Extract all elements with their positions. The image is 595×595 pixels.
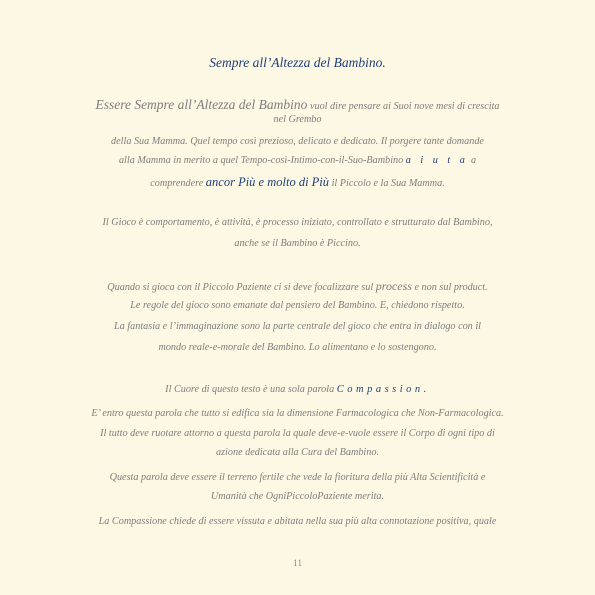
p4-compassion-word: Compassion. [336,384,430,395]
p1-line-5-start: comprendere [150,178,206,189]
p2-line-1: Il Gioco è comportamento, è attività, è processo iniziato, controllato e strutturato dal Bambino, [102,217,493,228]
p1-line-4-start: alla Mamma in merito a quel Tempo-così-Intimo-con-il-Suo-Bambino [118,155,406,166]
p1-emphasis: Essere Sempre all’Altezza del Bambino [95,97,308,112]
p4-line-3: Il tutto deve ruotare attorno a questa parola la quale deve-e-vuole essere il Corpo di ogni tipo di [100,428,495,439]
p3-line-1 [40,279,555,294]
p3-line-2: Le regole del gioco sono emanate dal pensiero del Bambino. E, chiedono rispetto. [130,300,465,311]
p4-line-5: Questa parola deve essere il terreno fertile che vede la fioritura della più Alta Scientificità e [109,472,486,483]
p3-line-1-end: e non sul product. [411,282,488,293]
p3-line-1-start: Quando si gioca con il Piccolo Paziente ci si deve focalizzare sul [107,282,376,293]
p4-line-1 [40,384,555,395]
page-title: Sempre all’Altezza del Bambino. [209,55,386,70]
p4-line-4: azione dedicata alla Cura del Bambino. [216,447,379,458]
p1-spaced-word: a i u t a [405,155,469,166]
p4-line-7: La Compassione chiede di essere vissuta e abitata nella sua più alta connotazione positiva, quale [98,516,497,527]
p1-line-3: della Sua Mamma. Quel tempo così prezioso, delicato e dedicato. Il porgere tante domande [111,136,484,147]
p2-line-2: anche se il Bambino è Piccino. [234,238,361,249]
p1-line-4-end: a [468,155,477,166]
p4-line-2: E’ entro questa parola che tutto si edifica sia la dimensione Farmacologica che Non-Farmacologica. [91,408,504,419]
p3-line-3: La fantasia e l’immaginazione sono la parte centrale del gioco che entra in dialogo con il [114,321,481,332]
p4-line-6: Umanità che OgniPiccoloPaziente merita. [210,491,385,502]
p1-line-1 [40,97,555,113]
p1-line-4 [40,155,555,166]
p1-line-2: nel Grembo [273,114,322,125]
p3-line-4: mondo reale-e-morale del Bambino. Lo alimentano e lo sostengono. [158,342,437,353]
p4-line-1-start: Il Cuore di questo testo è una sola parola [165,384,337,395]
p1-line-1-rest: vuol dire pensare ai Suoi nove mesi di crescita [307,101,500,112]
p3-emphasis: process [375,279,412,293]
page-number: 11 [292,559,303,569]
p1-line-5 [40,175,555,190]
p1-blue-emphasis: ancor Più e molto di Più [205,175,330,189]
p1-line-5-end: il Piccolo e la Sua Mamma. [329,178,445,189]
